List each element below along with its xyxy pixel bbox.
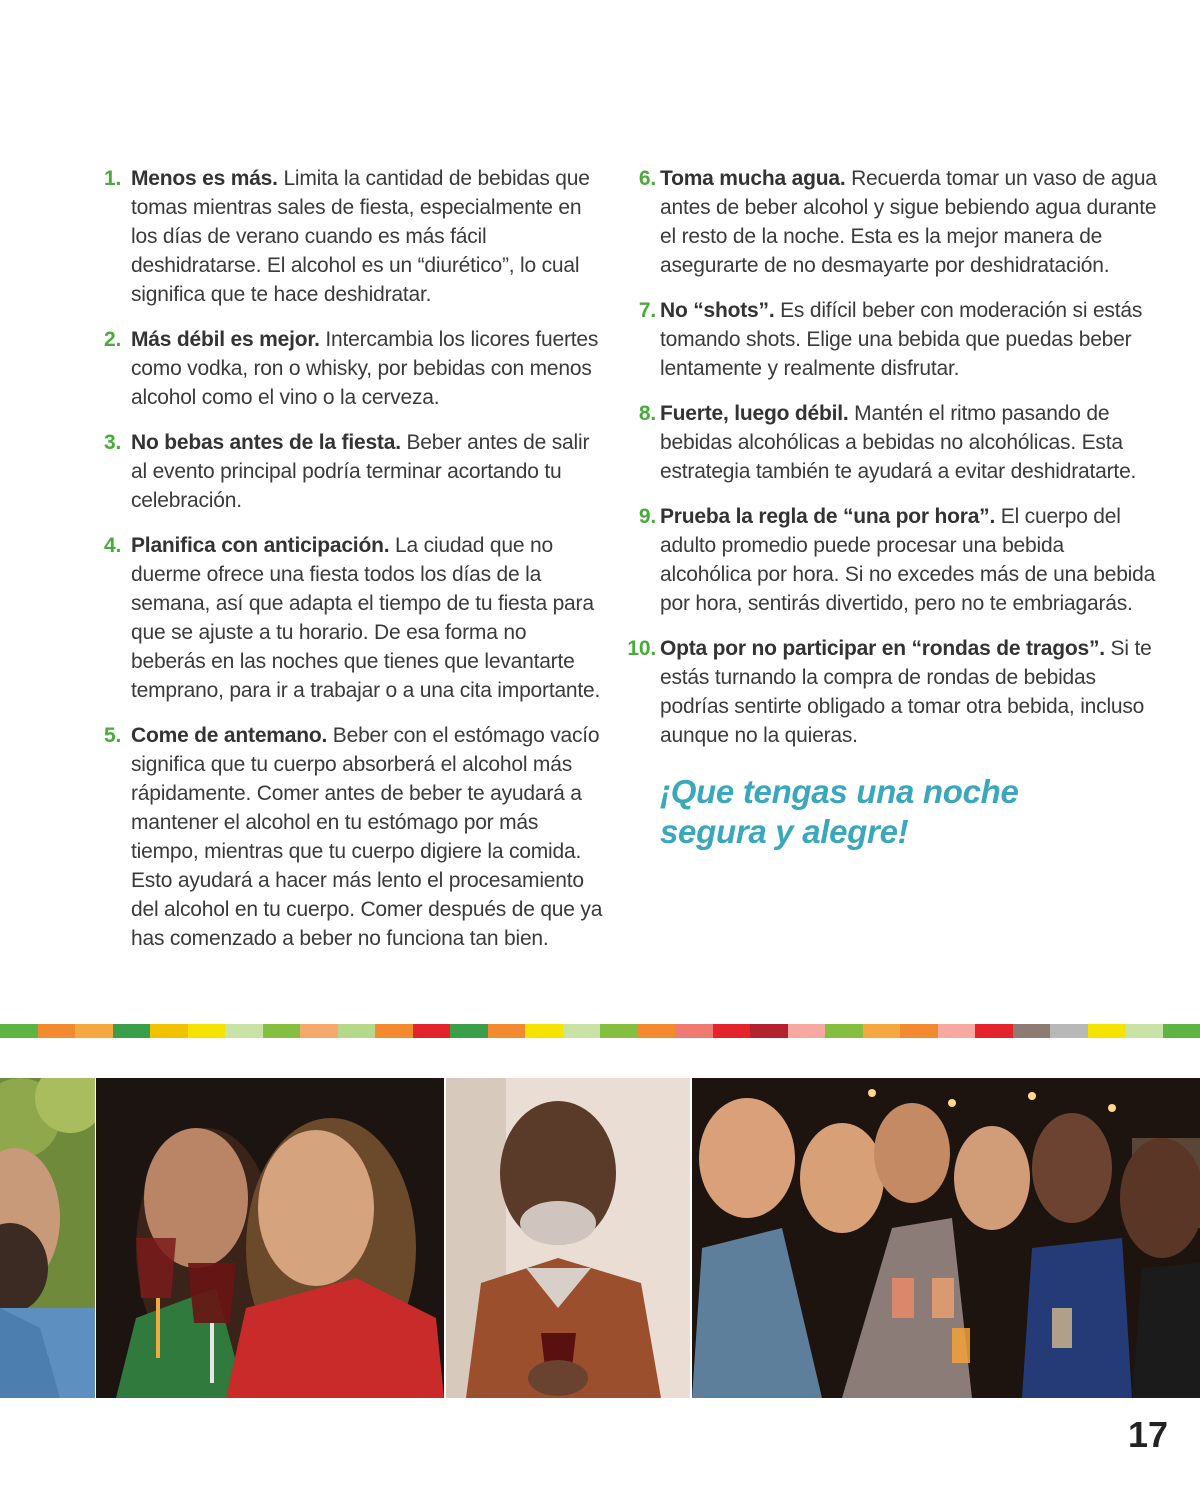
tip-number: 3. <box>104 431 122 454</box>
photo-strip <box>0 1078 1200 1398</box>
tip-heading: No “shots”. <box>660 299 775 322</box>
tip-item <box>104 531 604 705</box>
tip-body: Recuerda tomar un vaso de agua antes de beber alcohol y sigue bebiendo agua durante el resto de la noche. Esta es la mejor manera de asegurarte de no desmayarte por deshidratación. <box>660 167 1157 277</box>
stripe-segment <box>488 1024 526 1038</box>
tip-heading: Opta por no participar en “rondas de tragos”. <box>660 637 1105 660</box>
tip-number: 2. <box>104 328 122 351</box>
tip-item <box>104 721 604 953</box>
tip-body: Mantén el ritmo pasando de bebidas alcohólicas a bebidas no alcohólicas. Esta estrategia también te ayudará a evitar deshidratarte. <box>660 402 1137 483</box>
photo-women-wine <box>96 1078 444 1398</box>
stripe-segment <box>225 1024 263 1038</box>
closing-line-1: ¡Que tengas una noche <box>660 773 1019 810</box>
closing-message <box>660 772 1160 852</box>
stripe-segment <box>1088 1024 1126 1038</box>
stripe-segment <box>38 1024 76 1038</box>
stripe-segment <box>188 1024 226 1038</box>
tip-heading: Come de antemano. <box>131 724 328 747</box>
tip-number: 6. <box>638 167 656 190</box>
tip-heading: Más débil es mejor. <box>131 328 320 351</box>
tip-item <box>620 634 1160 750</box>
stripe-segment <box>525 1024 563 1038</box>
tip-item <box>104 428 604 515</box>
tip-number: 10. <box>627 637 656 660</box>
stripe-segment <box>638 1024 676 1038</box>
stripe-segment <box>450 1024 488 1038</box>
tip-number: 5. <box>104 724 122 747</box>
stripe-segment <box>1163 1024 1200 1038</box>
stripe-segment <box>750 1024 788 1038</box>
tip-item <box>104 164 604 309</box>
tip-heading: Planifica con anticipación. <box>131 534 390 557</box>
stripe-segment <box>263 1024 301 1038</box>
tip-body: Beber con el estómago vacío significa que tu cuerpo absorberá el alcohol más rápidamente. Comer antes de beber te ayudará a mantener el alcohol en tu estómago por más tiempo, mientras que tu cuerpo digiere la comida. Esto ayudará a hacer más lento el procesamiento del alcohol en tu cuerpo. Comer después de que ya has comenzado a beber no funciona tan bien. <box>131 724 603 950</box>
tip-item <box>620 164 1160 280</box>
stripe-segment <box>675 1024 713 1038</box>
tip-number: 8. <box>638 402 656 425</box>
stripe-segment <box>338 1024 376 1038</box>
tip-heading: Toma mucha agua. <box>660 167 846 190</box>
stripe-segment <box>600 1024 638 1038</box>
photo-group-toast <box>692 1078 1200 1398</box>
closing-line-2: segura y alegre! <box>660 813 909 850</box>
photo-man-smiling <box>446 1078 690 1398</box>
stripe-segment <box>788 1024 826 1038</box>
tip-heading: Fuerte, luego débil. <box>660 402 849 425</box>
photo-man-beard <box>0 1078 95 1398</box>
tip-number: 1. <box>104 167 122 190</box>
tip-item <box>104 325 604 412</box>
stripe-segment <box>975 1024 1013 1038</box>
stripe-segment <box>825 1024 863 1038</box>
tip-item <box>620 296 1160 383</box>
tip-heading: No bebas antes de la fiesta. <box>131 431 401 454</box>
tip-body: La ciudad que no duerme ofrece una fiesta todos los días de la semana, así que adapta el tiempo de tu fiesta para que se ajuste a tu horario. De esa forma no beberás en las noches que tienes que levantarte temprano, para ir a trabajar o a una cita importante. <box>131 534 601 702</box>
stripe-segment <box>0 1024 38 1038</box>
tip-heading: Prueba la regla de “una por hora”. <box>660 505 996 528</box>
tip-item <box>620 502 1160 618</box>
stripe-segment <box>375 1024 413 1038</box>
stripe-segment <box>75 1024 113 1038</box>
tips-column-left <box>104 164 604 969</box>
tip-body: Limita la cantidad de bebidas que tomas mientras sales de fiesta, especialmente en los días de verano cuando es más fácil deshidratarse. El alcohol es un “diurético”, lo cual significa que te hace deshidratar. <box>131 167 590 306</box>
stripe-segment <box>150 1024 188 1038</box>
tip-body: El cuerpo del adulto promedio puede procesar una bebida alcohólica por hora. Si no excedes más de una bebida por hora, sentirás divertido, pero no te embriagarás. <box>660 505 1156 615</box>
stripe-segment <box>563 1024 601 1038</box>
tip-item <box>620 399 1160 486</box>
stripe-segment <box>938 1024 976 1038</box>
stripe-segment <box>1125 1024 1163 1038</box>
stripe-segment <box>413 1024 451 1038</box>
tip-heading: Menos es más. <box>131 167 278 190</box>
tip-number: 7. <box>638 299 656 322</box>
tip-body: Es difícil beber con moderación si estás tomando shots. Elige una bebida que puedas beber lentamente y realmente disfrutar. <box>660 299 1143 380</box>
stripe-segment <box>863 1024 901 1038</box>
tip-number: 4. <box>104 534 122 557</box>
tip-body: Beber antes de salir al evento principal podría terminar acortando tu celebración. <box>131 431 590 512</box>
tip-body: Si te estás turnando la compra de rondas de bebidas podrías sentirte obligado a tomar otra bebida, incluso aunque no la quieras. <box>660 637 1152 747</box>
stripe-segment <box>900 1024 938 1038</box>
tips-column-right <box>620 164 1160 852</box>
page-number: 17 <box>1127 1414 1168 1455</box>
stripe-segment <box>713 1024 751 1038</box>
color-stripe <box>0 1024 1200 1038</box>
stripe-segment <box>300 1024 338 1038</box>
stripe-segment <box>1050 1024 1088 1038</box>
tip-body: Intercambia los licores fuertes como vodka, ron o whisky, por bebidas con menos alcohol como el vino o la cerveza. <box>131 328 599 409</box>
stripe-segment <box>113 1024 151 1038</box>
tip-number: 9. <box>638 505 656 528</box>
stripe-segment <box>1013 1024 1051 1038</box>
